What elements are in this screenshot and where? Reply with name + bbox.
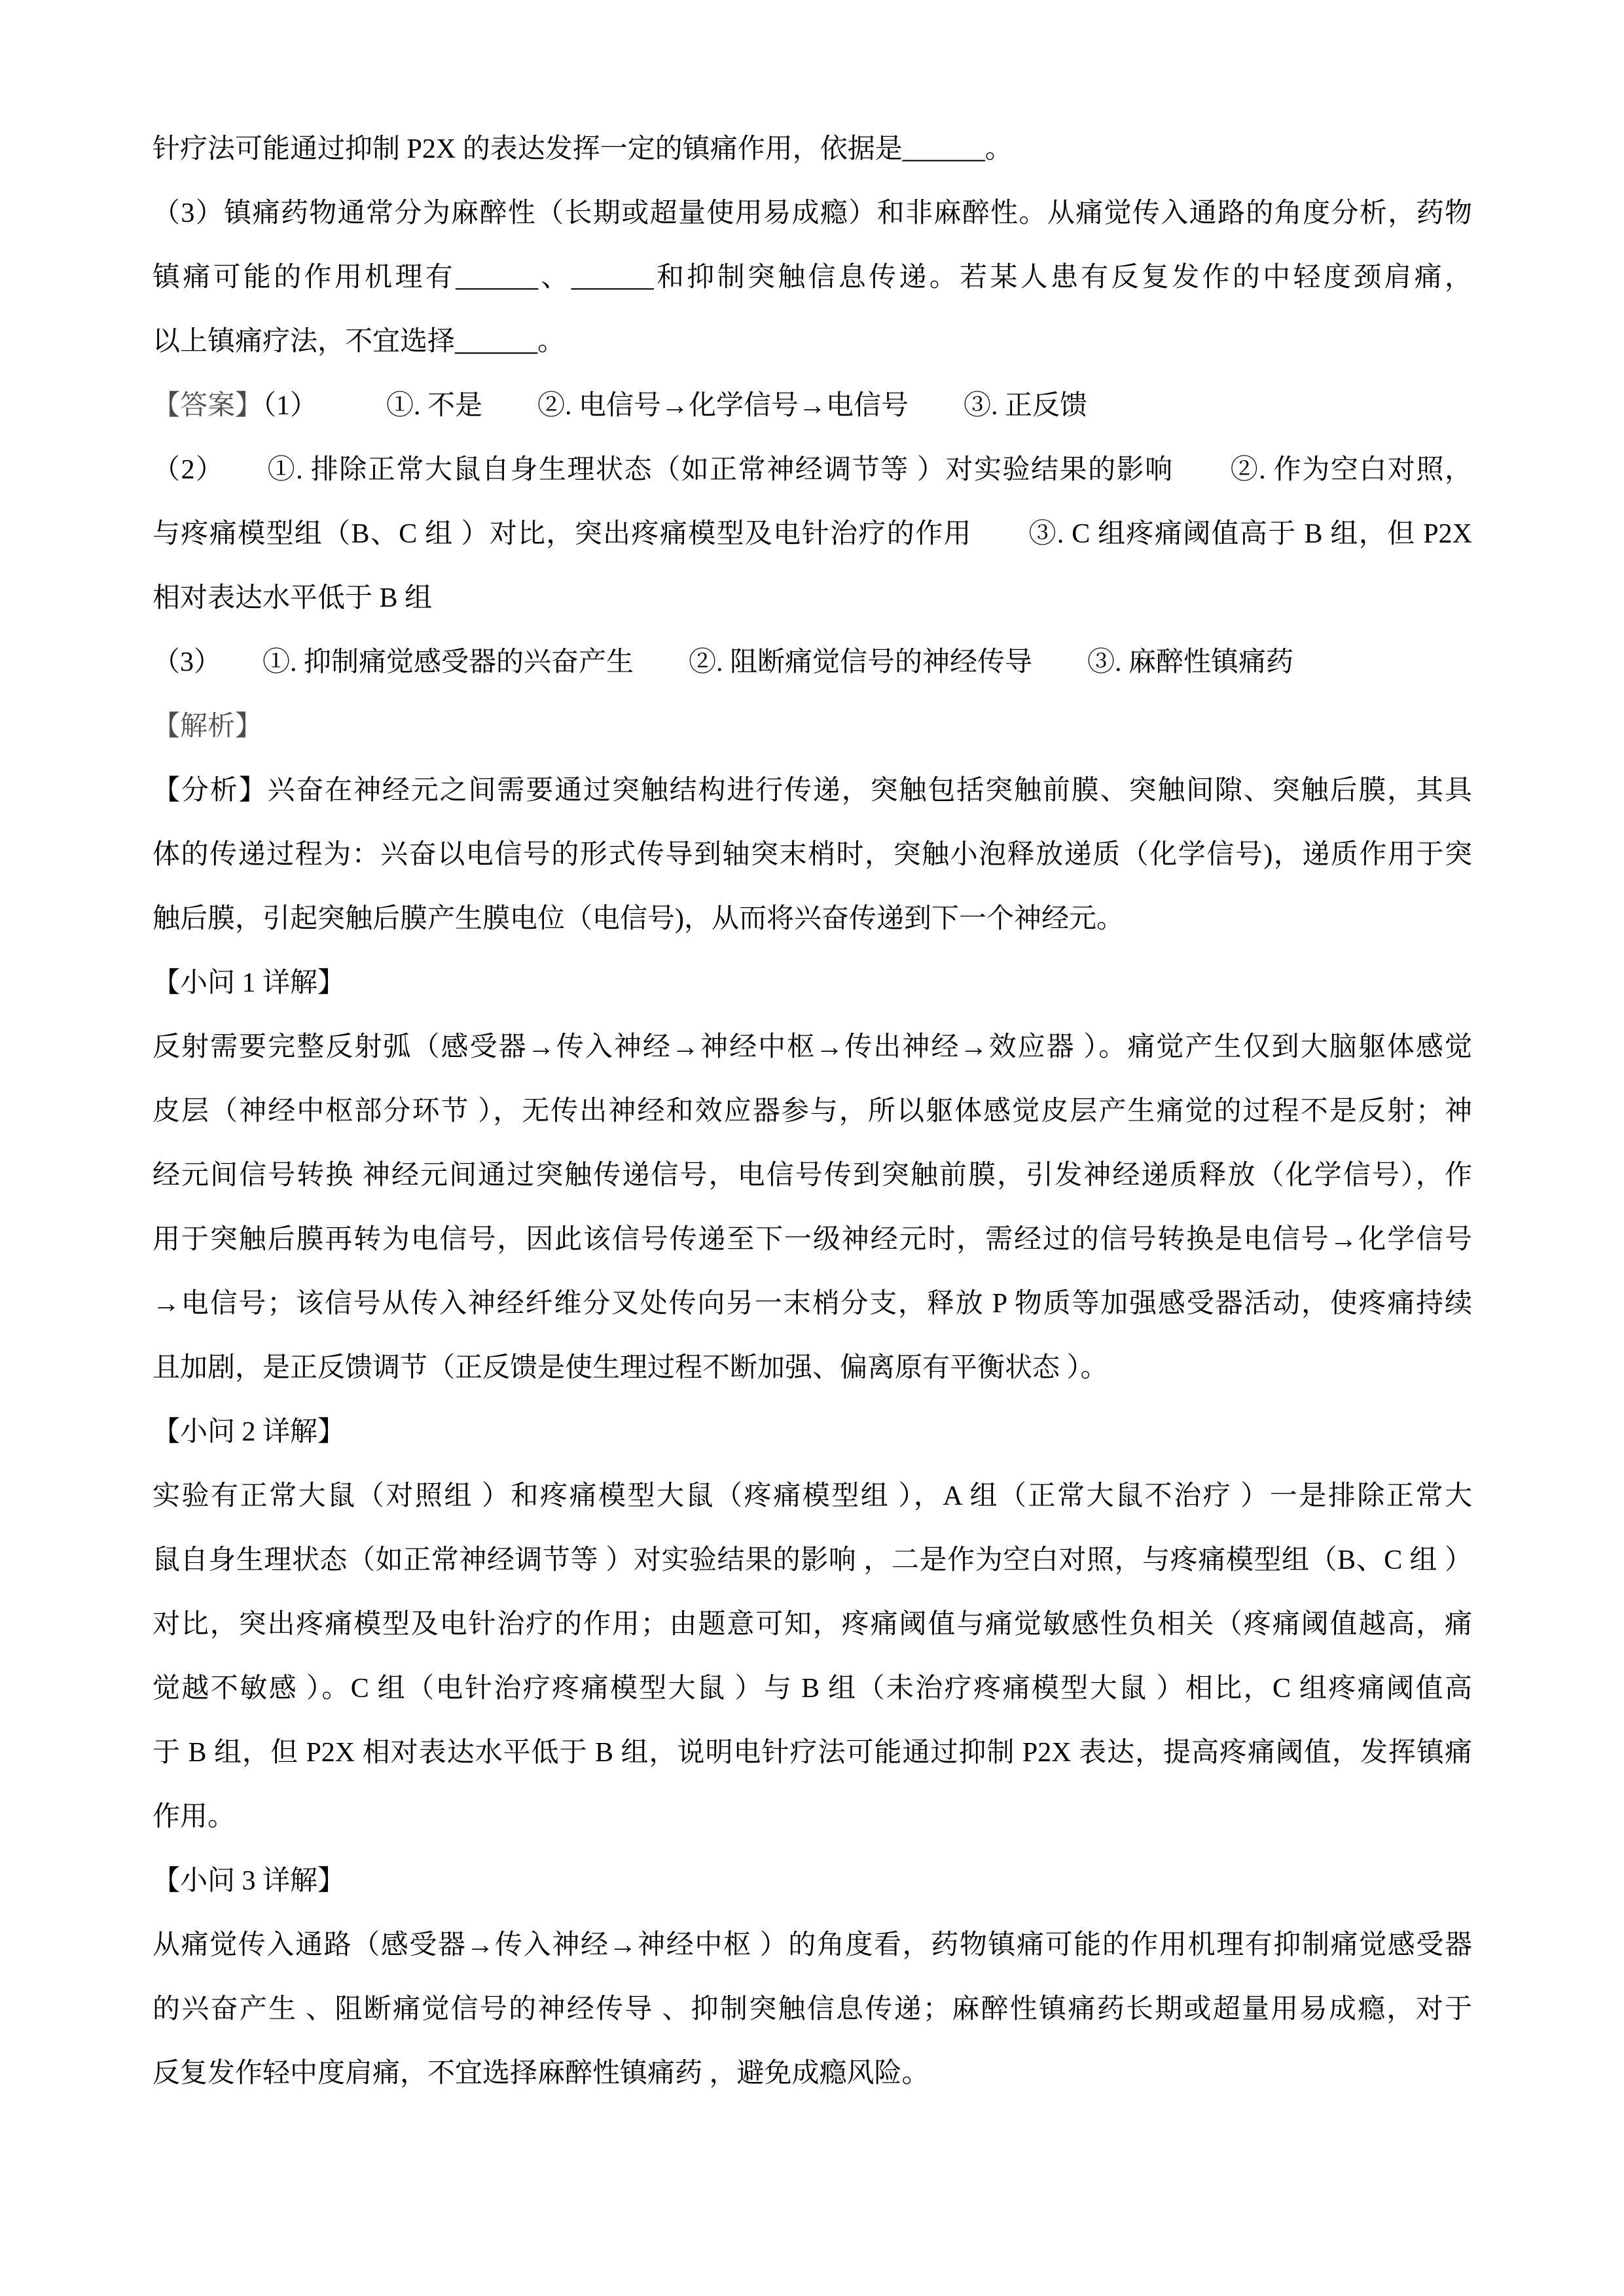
text-segment: （1） ①. 不是 ②. 电信号→化学信号→电信号 ③. 正反馈 <box>262 391 1088 421</box>
text-segment: 反射需要完整反射弧（感受器→传入神经→神经中枢→传出神经→效应器 ）。痛觉产生仅到大脑躯体感觉 <box>153 1032 1472 1062</box>
text-line <box>153 1721 1472 1785</box>
text-segment: 【小问 2 详解】 <box>153 1417 346 1447</box>
text-line <box>153 1464 1472 1528</box>
text-line <box>153 1336 1472 1400</box>
text-segment: 【分析】兴奋在神经元之间需要通过突触结构进行传递，突触包括突触前膜、突触间隙、突触后膜，其具 <box>153 776 1472 806</box>
text-segment: 的兴奋产生 、阻断痛觉信号的神经传导 、抑制突触信息传递；麻醉性镇痛药长期或超量用易成瘾，对于 <box>153 1994 1472 2024</box>
text-line <box>153 438 1472 502</box>
text-line <box>153 566 1472 630</box>
text-line <box>153 502 1472 566</box>
text-segment: 鼠自身生理状态（如正常神经调节等 ）对实验结果的影响 ，二是作为空白对照，与疼痛模型组（B、C 组 ） <box>153 1545 1472 1575</box>
text-line <box>153 117 1472 181</box>
text-line <box>153 181 1472 245</box>
text-segment: 用于突触后膜再转为电信号，因此该信号传递至下一级神经元时，需经过的信号转换是电信号→化学信号 <box>153 1225 1472 1255</box>
text-line <box>153 245 1472 310</box>
text-segment: 触后膜，引起突触后膜产生膜电位（电信号)，从而将兴奋传递到下一个神经元。 <box>153 904 1124 934</box>
text-segment: （3） ①. 抑制痛觉感受器的兴奋产生 ②. 阻断痛觉信号的神经传导 ③. 麻醉性镇痛药 <box>153 647 1294 677</box>
text-line <box>153 1913 1472 1977</box>
section-label: 【答案】 <box>153 391 263 421</box>
text-line <box>153 1657 1472 1721</box>
text-line <box>153 630 1472 694</box>
text-segment: 体的传递过程为：兴奋以电信号的形式传导到轴突末梢时，突触小泡释放递质（化学信号)，递质作用于突 <box>153 840 1472 870</box>
text-line <box>153 1015 1472 1079</box>
text-segment: 从痛觉传入通路（感受器→传入神经→神经中枢 ）的角度看，药物镇痛可能的作用机理有抑制痛觉感受器 <box>153 1930 1472 1960</box>
text-segment: 皮层（神经中枢部分环节 ），无传出神经和效应器参与，所以躯体感觉皮层产生痛觉的过程不是反射；神 <box>153 1096 1472 1126</box>
text-line <box>153 310 1472 374</box>
text-segment: 【小问 1 详解】 <box>153 968 346 998</box>
text-line <box>153 1849 1472 1913</box>
text-segment: 针疗法可能通过抑制 P2X 的表达发挥一定的镇痛作用，依据是______。 <box>153 134 1013 164</box>
text-segment: 实验有正常大鼠（对照组 ）和疼痛模型大鼠（疼痛模型组 ），A 组（正常大鼠不治疗 ）一是排除正常大 <box>153 1481 1472 1511</box>
text-segment: 对比，突出疼痛模型及电针治疗的作用；由题意可知，疼痛阈值与痛觉敏感性负相关（疼痛阈值越高，痛 <box>153 1609 1472 1640</box>
text-line <box>153 1208 1472 1272</box>
text-segment: 觉越不敏感 ）。C 组（电针治疗疼痛模型大鼠 ）与 B 组（未治疗疼痛模型大鼠 ）相比，C 组疼痛阈值高 <box>153 1674 1472 1704</box>
text-segment: 【小问 3 详解】 <box>153 1866 346 1896</box>
text-line <box>153 887 1472 951</box>
section-label: 【解析】 <box>153 711 263 742</box>
text-segment: 以上镇痛疗法，不宜选择______。 <box>153 327 566 357</box>
text-line <box>153 1143 1472 1208</box>
text-line <box>153 1785 1472 1849</box>
text-line <box>153 823 1472 887</box>
text-segment: →电信号；该信号从传入神经纤维分叉处传向另一末梢分支，释放 P 物质等加强感受器活动，使疼痛持续 <box>153 1289 1472 1319</box>
text-line <box>153 374 1472 438</box>
text-segment: 相对表达水平低于 B 组 <box>153 583 433 613</box>
document-text <box>153 117 1472 2106</box>
text-segment: 于 B 组，但 P2X 相对表达水平低于 B 组，说明电针疗法可能通过抑制 P2X 表达，提高疼痛阈值，发挥镇痛 <box>153 1738 1472 1768</box>
text-segment: 反复发作轻中度肩痛，不宜选择麻醉性镇痛药 ，避免成瘾风险。 <box>153 2058 929 2089</box>
text-line <box>153 694 1472 759</box>
text-line <box>153 1400 1472 1464</box>
text-segment: 作用。 <box>153 1802 236 1832</box>
text-line <box>153 1592 1472 1657</box>
text-line <box>153 1977 1472 2041</box>
text-line <box>153 951 1472 1015</box>
text-segment: （2） ①. 排除正常大鼠自身生理状态（如正常神经调节等 ）对实验结果的影响 ②. 作为空白对照， <box>153 455 1472 485</box>
text-segment: （3）镇痛药物通常分为麻醉性（长期或超量使用易成瘾）和非麻醉性。从痛觉传入通路的角度分析，药物 <box>153 198 1472 228</box>
text-segment: 且加剧，是正反馈调节（正反馈是使生理过程不断加强、偏离原有平衡状态 ）。 <box>153 1353 1108 1383</box>
text-segment: 经元间信号转换 神经元间通过突触传递信号，电信号传到突触前膜，引发神经递质释放（化学信号），作 <box>153 1160 1472 1191</box>
text-segment: 与疼痛模型组（B、C 组 ）对比，突出疼痛模型及电针治疗的作用 ③. C 组疼痛阈值高于 B 组，但 P2X <box>153 519 1472 549</box>
text-line <box>153 1272 1472 1336</box>
text-line <box>153 759 1472 823</box>
text-line <box>153 1079 1472 1143</box>
text-line <box>153 2041 1472 2106</box>
text-segment: 镇痛可能的作用机理有______、______和抑制突触信息传递。若某人患有反复发作的中轻度颈肩痛， <box>153 262 1472 293</box>
text-line <box>153 1528 1472 1592</box>
